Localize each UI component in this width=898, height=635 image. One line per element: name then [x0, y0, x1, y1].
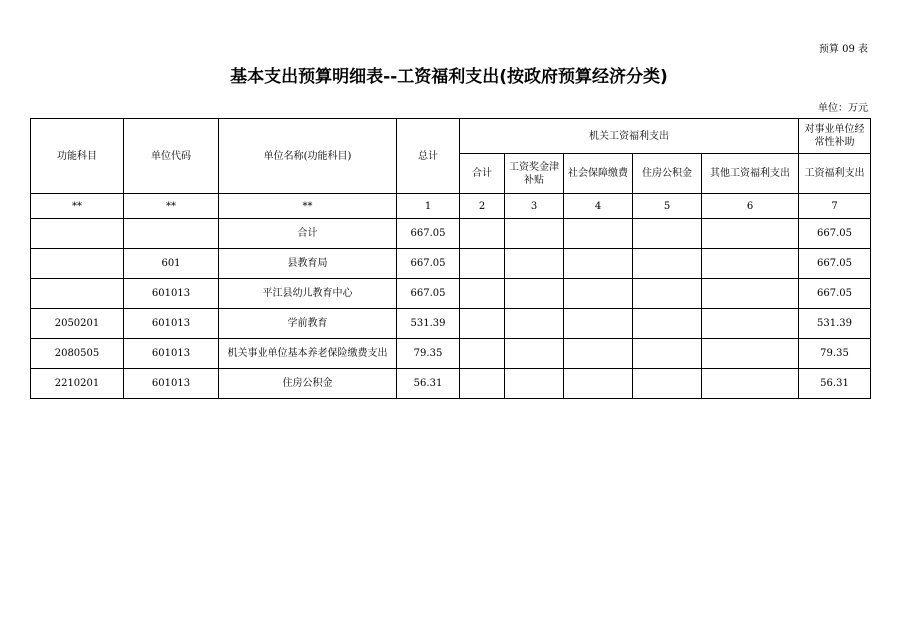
cell-func: 2050201: [31, 309, 124, 339]
cell-salary: [505, 279, 564, 309]
cell-housing: [633, 249, 702, 279]
cell-housing: [633, 339, 702, 369]
cell-sum: [460, 339, 505, 369]
cell-total: 667.05: [397, 219, 460, 249]
table-row: [31, 369, 871, 399]
header-sub-other: 其他工资福利支出: [702, 154, 799, 194]
cell-other: [702, 279, 799, 309]
cell-total: 531.39: [397, 309, 460, 339]
table-row: [31, 339, 871, 369]
cell-total: 667.05: [397, 249, 460, 279]
cell-name: 学前教育: [219, 309, 397, 339]
cell-name: 机关事业单位基本养老保险缴费支出: [219, 339, 397, 369]
budget-table: [30, 118, 871, 399]
cell-welfare: 667.05: [799, 249, 871, 279]
index-cell: **: [219, 194, 397, 219]
header-total: 总计: [397, 119, 460, 194]
cell-welfare: 79.35: [799, 339, 871, 369]
cell-welfare: 531.39: [799, 309, 871, 339]
table-row: [31, 219, 871, 249]
cell-total: 56.31: [397, 369, 460, 399]
cell-social: [564, 249, 633, 279]
cell-code: [124, 219, 219, 249]
cell-code: 601013: [124, 339, 219, 369]
unit-label: 单位：万元: [818, 103, 868, 114]
header-sub-sum: 合计: [460, 154, 505, 194]
cell-name: 住房公积金: [219, 369, 397, 399]
cell-salary: [505, 249, 564, 279]
cell-sum: [460, 279, 505, 309]
cell-code: 601: [124, 249, 219, 279]
cell-other: [702, 219, 799, 249]
header-unit-code: 单位代码: [124, 119, 219, 194]
index-cell: 7: [799, 194, 871, 219]
table-row: [31, 309, 871, 339]
cell-salary: [505, 339, 564, 369]
cell-sum: [460, 369, 505, 399]
table-row: [31, 249, 871, 279]
cell-other: [702, 249, 799, 279]
index-cell: 3: [505, 194, 564, 219]
cell-code: 601013: [124, 279, 219, 309]
header-group-inst: 对事业单位经常性补助: [799, 119, 871, 154]
cell-other: [702, 309, 799, 339]
cell-other: [702, 339, 799, 369]
index-cell: 6: [702, 194, 799, 219]
cell-sum: [460, 309, 505, 339]
cell-salary: [505, 369, 564, 399]
cell-housing: [633, 369, 702, 399]
index-cell: 4: [564, 194, 633, 219]
form-number: 预算 09 表: [818, 44, 868, 55]
cell-welfare: 56.31: [799, 369, 871, 399]
index-cell: 5: [633, 194, 702, 219]
header-group-org: 机关工资福利支出: [460, 119, 799, 154]
cell-name: 县教育局: [219, 249, 397, 279]
cell-social: [564, 279, 633, 309]
header-func-subject: 功能科目: [31, 119, 124, 194]
header-sub-housing-fund: 住房公积金: [633, 154, 702, 194]
cell-func: [31, 279, 124, 309]
header-sub-salary: 工资奖金津补贴: [505, 154, 564, 194]
cell-sum: [460, 249, 505, 279]
cell-welfare: 667.05: [799, 219, 871, 249]
header-sub-welfare: 工资福利支出: [799, 154, 871, 194]
cell-func: 2210201: [31, 369, 124, 399]
index-cell: 1: [397, 194, 460, 219]
cell-salary: [505, 219, 564, 249]
index-cell: **: [124, 194, 219, 219]
cell-func: [31, 249, 124, 279]
index-cell: **: [31, 194, 124, 219]
cell-name: 合计: [219, 219, 397, 249]
cell-housing: [633, 219, 702, 249]
cell-func: 2080505: [31, 339, 124, 369]
cell-total: 667.05: [397, 279, 460, 309]
index-cell: 2: [460, 194, 505, 219]
cell-social: [564, 339, 633, 369]
cell-salary: [505, 309, 564, 339]
cell-housing: [633, 309, 702, 339]
cell-name: 平江县幼儿教育中心: [219, 279, 397, 309]
cell-other: [702, 369, 799, 399]
cell-code: 601013: [124, 309, 219, 339]
cell-sum: [460, 219, 505, 249]
cell-total: 79.35: [397, 339, 460, 369]
cell-social: [564, 369, 633, 399]
cell-social: [564, 219, 633, 249]
cell-func: [31, 219, 124, 249]
cell-housing: [633, 279, 702, 309]
header-sub-social-security: 社会保障缴费: [564, 154, 633, 194]
table-row: [31, 279, 871, 309]
cell-code: 601013: [124, 369, 219, 399]
header-unit-name: 单位名称(功能科目): [219, 119, 397, 194]
cell-welfare: 667.05: [799, 279, 871, 309]
page-title: 基本支出预算明细表--工资福利支出(按政府预算经济分类): [230, 67, 668, 87]
cell-social: [564, 309, 633, 339]
